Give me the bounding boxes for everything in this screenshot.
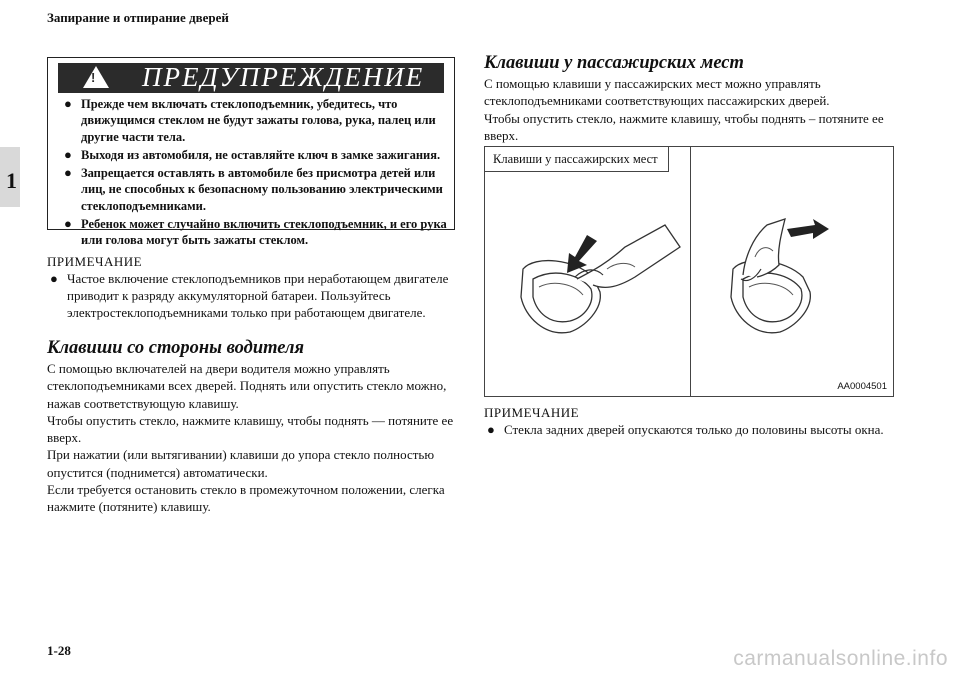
watermark: carmanualsonline.info bbox=[733, 647, 948, 670]
warning-item: ● Прежде чем включать стеклоподъемник, убедитесь, что движущимся стеклом не будут зажаты голова, рука, палец или другие части тела. bbox=[64, 96, 436, 144]
warning-item: ● Выходя из автомобиля, не оставляйте ключ в замке зажигания. bbox=[64, 146, 441, 162]
driver-section bbox=[47, 338, 457, 516]
warning-item: ● Ребенок может случайно включить стеклоподъемник, и его рука или голова могут быть зажаты стеклом. bbox=[64, 216, 447, 248]
bullet-icon: ● bbox=[487, 422, 495, 437]
section-title: Запирание и отпирание дверей bbox=[47, 10, 229, 25]
chapter-number: 1 bbox=[6, 168, 17, 193]
pull-up-illustration bbox=[725, 217, 890, 342]
bullet-icon: ● bbox=[64, 146, 72, 162]
note-label: ПРИМЕЧАНИЕ bbox=[47, 254, 143, 269]
figure-divider bbox=[690, 147, 691, 396]
driver-heading: Клавиши со стороны водителя bbox=[47, 338, 305, 358]
bullet-icon: ● bbox=[64, 165, 72, 181]
warning-list bbox=[63, 96, 448, 251]
figure-caption: Клавиши у пассажирских мест bbox=[493, 152, 664, 167]
paragraph: С помощью включателей на двери водителя можно управлять стеклоподъемниками всех дверей. Поднять или опустить стекло можно, нажав соответствующую клавишу. bbox=[47, 361, 447, 411]
bullet-icon: ● bbox=[64, 96, 72, 111]
passenger-section bbox=[484, 53, 894, 144]
note-label: ПРИМЕЧАНИЕ bbox=[484, 405, 580, 420]
paragraph: Если требуется остановить стекло в промежуточном положении, слегка нажмите (потяните) клавишу. bbox=[47, 482, 445, 515]
bullet-icon: ● bbox=[64, 216, 72, 232]
warning-triangle-icon bbox=[83, 66, 109, 88]
passenger-heading: Клавиши у пассажирских мест bbox=[484, 53, 744, 73]
paragraph: При нажатии (или вытягивании) клавиши до упора стекло полностью опустится (поднимется) автоматически. bbox=[47, 447, 435, 480]
warning-box bbox=[47, 57, 455, 248]
warning-header bbox=[58, 63, 444, 93]
warning-title: ПРЕДУПРЕЖДЕНИЕ bbox=[142, 62, 425, 92]
note-block bbox=[47, 254, 455, 321]
note-item: ● Частое включение стеклоподъемников при неработающем двигателе приводит к разряду аккумуляторной батареи. Пользуйтесь электростеклоподъемниками только при работающем двигателе. bbox=[50, 271, 449, 320]
page-number: 1-28 bbox=[47, 643, 71, 658]
paragraph: С помощью клавиши у пассажирских мест можно управлять стеклоподъемниками соответствующих пассажирских дверей. bbox=[484, 76, 830, 109]
warning-item: ● Запрещается оставлять в автомобиле без присмотра детей или лиц, не способных к безопасному пользованию электрическими стеклоподъемниками. bbox=[64, 165, 443, 213]
figure-passenger-switches bbox=[484, 146, 894, 397]
press-down-illustration bbox=[515, 217, 685, 342]
exclamation-icon: ! bbox=[91, 70, 96, 85]
paragraph: Чтобы опустить стекло, нажмите клавишу, чтобы поднять — потяните ее вверх. bbox=[47, 412, 454, 446]
figure-id: AA0004501 bbox=[837, 381, 887, 392]
note-block bbox=[484, 405, 894, 438]
paragraph: Чтобы опустить стекло, нажмите клавишу, чтобы поднять – потяните ее вверх. bbox=[484, 110, 884, 143]
bullet-icon: ● bbox=[50, 271, 58, 286]
note-item: ● Стекла задних дверей опускаются только до половины высоты окна. bbox=[487, 422, 884, 437]
